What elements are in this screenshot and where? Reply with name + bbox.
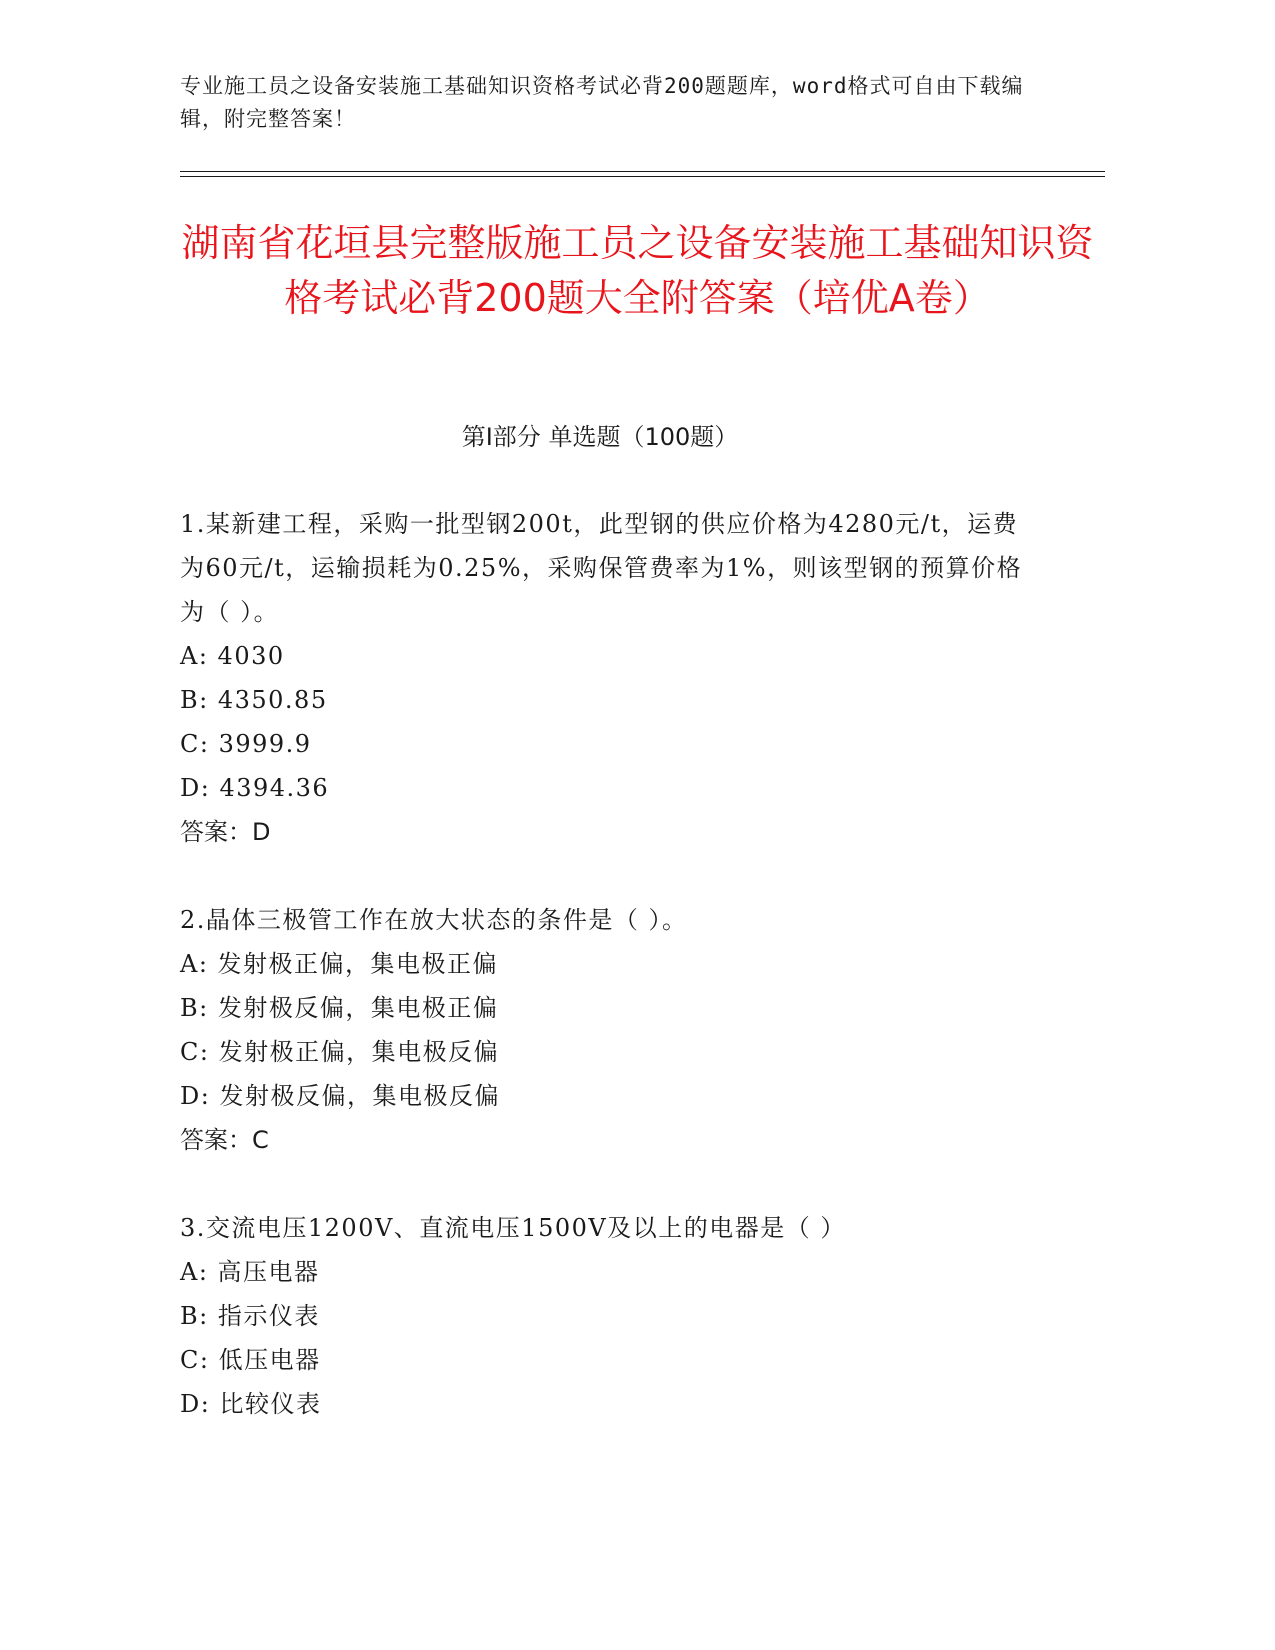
header-divider-top xyxy=(180,171,1105,172)
question-list xyxy=(180,502,1030,1470)
option-a: A: 高压电器 xyxy=(180,1258,320,1286)
option-c: C: 3999.9 xyxy=(180,730,312,758)
question-stem: 1.某新建工程，采购一批型钢200t，此型钢的供应价格为4280元/t，运费为60元/t，运输损耗为0.25%，采购保管费率为1%，则该型钢的预算价格为（ ）。 xyxy=(180,510,1023,626)
option-d: D: 发射极反偏，集电极反偏 xyxy=(180,1082,500,1110)
option-d: D: 比较仪表 xyxy=(180,1390,322,1418)
header-note: 专业施工员之设备安装施工基础知识资格考试必背200题题库，word格式可自由下载编辑，附完整答案！ xyxy=(180,74,1024,131)
header-divider-bottom xyxy=(180,176,1105,177)
option-b: B: 4350.85 xyxy=(180,686,328,714)
option-d: D: 4394.36 xyxy=(180,774,330,802)
option-a: A: 发射极正偏，集电极正偏 xyxy=(180,950,499,978)
answer-line: 答案：C xyxy=(180,1126,269,1154)
document-title: 湖南省花垣县完整版施工员之设备安装施工基础知识资格考试必背200题大全附答案（培优A卷） xyxy=(181,221,1094,320)
question-3 xyxy=(180,1206,1030,1426)
option-a: A: 4030 xyxy=(180,642,285,670)
question-2 xyxy=(180,898,1030,1162)
question-1 xyxy=(180,502,1030,854)
question-stem: 2.晶体三极管工作在放大状态的条件是（ ）。 xyxy=(180,906,688,934)
option-b: B: 发射极反偏，集电极正偏 xyxy=(180,994,499,1022)
question-stem: 3.交流电压1200V、直流电压1500V及以上的电器是（ ） xyxy=(180,1214,846,1242)
option-c: C: 发射极正偏，集电极反偏 xyxy=(180,1038,500,1066)
answer-line: 答案：D xyxy=(180,818,271,846)
section-heading: 第I部分 单选题（100题） xyxy=(461,423,739,451)
option-c: C: 低压电器 xyxy=(180,1346,321,1374)
option-b: B: 指示仪表 xyxy=(180,1302,320,1330)
